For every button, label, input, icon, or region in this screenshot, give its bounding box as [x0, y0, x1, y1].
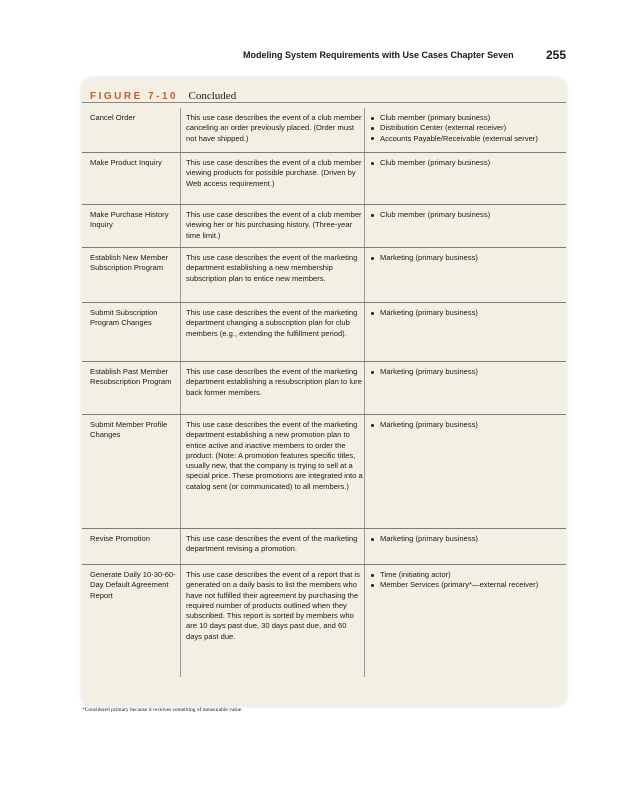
actor-item: Club member (primary business)	[370, 113, 560, 123]
running-title: Modeling System Requirements with Use Cases Chapter Seven	[243, 50, 514, 60]
column-divider	[180, 415, 181, 528]
column-divider	[180, 529, 181, 564]
footnote: *Considered primary because it receives something of measurable value.	[82, 707, 243, 713]
actor-item: Accounts Payable/Receivable (external server)	[370, 134, 560, 144]
title-divider	[82, 102, 566, 103]
table-row	[82, 248, 566, 303]
table-row	[82, 529, 566, 565]
use-case-name: Submit Subscription Program Changes	[90, 308, 158, 328]
table-row	[82, 565, 566, 677]
column-divider	[180, 248, 181, 302]
column-divider	[364, 565, 365, 677]
use-case-description: This use case describes the event of a club member viewing her or his purchasing history. (Three-year time limit.)	[186, 210, 362, 240]
actor-item: Marketing (primary business)	[370, 367, 560, 377]
column-divider	[364, 153, 365, 204]
actor-item: Marketing (primary business)	[370, 253, 560, 263]
use-case-actors	[370, 158, 560, 168]
column-divider	[180, 108, 181, 152]
actor-item: Time (initiating actor)	[370, 570, 560, 580]
table-row	[82, 108, 566, 153]
figure-title	[90, 86, 236, 100]
actor-item: Club member (primary business)	[370, 158, 560, 168]
use-case-actors	[370, 113, 560, 144]
column-divider	[364, 415, 365, 528]
actor-item: Club member (primary business)	[370, 210, 560, 220]
figure-label: FIGURE 7-10	[90, 91, 179, 102]
column-divider	[180, 153, 181, 204]
use-case-actors	[370, 420, 560, 430]
use-case-description: This use case describes the event of the marketing department establishing a new promotion plan to entice active and inactive members to order the product. (Note: A promotion features specific titles, usually new, that the company is trying to sell at a special price. These promotions are integrated into a catalog sent (or communicated) to all members.)	[186, 420, 363, 491]
use-case-description: This use case describes the event of the marketing department revising a promotion.	[186, 534, 358, 554]
page-header	[0, 48, 619, 66]
use-case-description: This use case describes the event of the marketing department establishing a resubscription plan to lure back former members.	[186, 367, 363, 397]
actor-item: Distribution Center (external receiver)	[370, 123, 560, 133]
actor-item: Member Services (primary*—external receiver)	[370, 580, 560, 590]
figure-panel	[82, 78, 566, 706]
use-case-actors	[370, 570, 560, 591]
column-divider	[364, 205, 365, 247]
column-divider	[364, 529, 365, 564]
use-case-actors	[370, 253, 560, 263]
use-case-description: This use case describes the event of a report that is generated on a daily basis to list the members who have not fulfilled their agreement by purchasing the required number of products outlined when they subscribed. This report is sorted by members who are 10 days past due, 30 days past due, and 60 days past due.	[186, 570, 360, 641]
column-divider	[364, 303, 365, 361]
use-case-actors	[370, 210, 560, 220]
use-case-description: This use case describes the event of a club member viewing products for possible purchase. (Driven by Web access requirement.)	[186, 158, 362, 188]
column-divider	[180, 362, 181, 414]
table-row	[82, 205, 566, 248]
page-number: 255	[546, 48, 567, 62]
column-divider	[364, 248, 365, 302]
use-case-name: Establish Past Member Resubscription Program	[90, 367, 172, 387]
use-case-description: This use case describes the event of a club member canceling an order previously placed. (Order must not have shipped.)	[186, 113, 362, 143]
actor-item: Marketing (primary business)	[370, 420, 560, 430]
use-case-name: Revise Promotion	[90, 534, 150, 543]
table-row	[82, 362, 566, 415]
use-case-name: Make Product Inquiry	[90, 158, 162, 167]
use-case-actors	[370, 367, 560, 377]
table-row	[82, 303, 566, 362]
column-divider	[180, 303, 181, 361]
use-case-actors	[370, 534, 560, 544]
figure-caption: Concluded	[188, 90, 237, 102]
use-case-name: Cancel Order	[90, 113, 136, 122]
column-divider	[364, 362, 365, 414]
column-divider	[364, 108, 365, 152]
use-case-name: Submit Member Profile Changes	[90, 420, 168, 440]
column-divider	[180, 565, 181, 677]
use-case-table	[82, 108, 566, 677]
use-case-name: Generate Daily 10-30-60-Day Default Agreement Report	[90, 570, 176, 600]
use-case-description: This use case describes the event of the marketing department changing a subscription plan for club members (e.g., extending the fulfillment period).	[186, 308, 358, 338]
actor-item: Marketing (primary business)	[370, 308, 560, 318]
use-case-name: Make Purchase History Inquiry	[90, 210, 169, 230]
column-divider	[180, 205, 181, 247]
table-row	[82, 415, 566, 529]
actor-item: Marketing (primary business)	[370, 534, 560, 544]
use-case-actors	[370, 308, 560, 318]
table-row	[82, 153, 566, 205]
use-case-description: This use case describes the event of the marketing department establishing a new membership subscription plan to entice new members.	[186, 253, 358, 283]
use-case-name: Establish New Member Subscription Program	[90, 253, 169, 273]
